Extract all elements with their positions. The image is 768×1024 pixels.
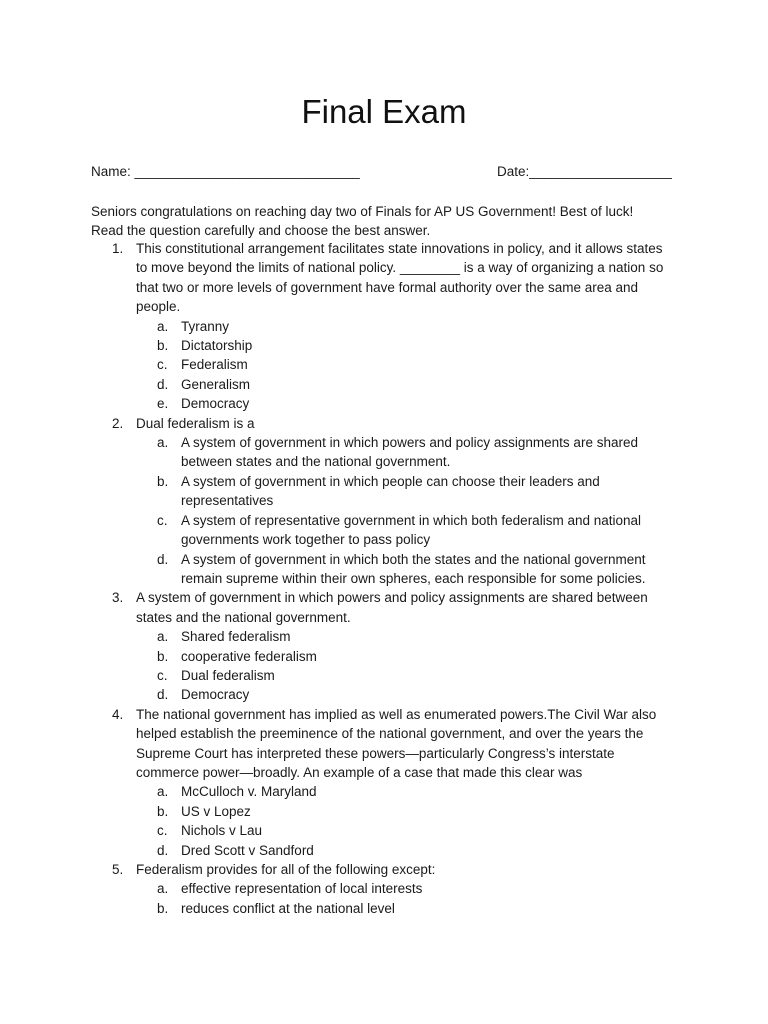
option-text	[181, 879, 686, 898]
question-number: 4.	[112, 706, 124, 722]
answer-option	[136, 647, 686, 666]
question-number: 1.	[112, 241, 124, 256]
answer-options	[136, 627, 686, 705]
answer-option	[136, 841, 686, 860]
option-text	[181, 336, 686, 355]
option-text	[181, 666, 686, 685]
answer-option	[136, 433, 686, 472]
option-text-line: Dictatorship	[181, 338, 253, 354]
answer-option	[136, 802, 686, 821]
option-letter: b.	[157, 648, 169, 664]
option-letter: a.	[157, 435, 169, 451]
option-letter: c.	[157, 823, 168, 839]
answer-option	[136, 375, 686, 394]
option-letter: a.	[157, 784, 169, 800]
answer-option	[136, 666, 686, 685]
name-field: Name: ______________________________	[91, 164, 360, 179]
option-text	[181, 782, 686, 801]
option-letter: b.	[157, 473, 169, 489]
answer-option	[136, 355, 686, 374]
option-text-line: A system of government in which both the states and the national government	[181, 551, 646, 567]
option-letter: b.	[157, 338, 169, 354]
option-text	[181, 647, 686, 666]
option-text	[181, 627, 686, 646]
question-4	[0, 705, 686, 860]
answer-option	[136, 879, 686, 898]
answer-option	[136, 627, 686, 646]
option-text-line: Nichols v Lau	[181, 823, 263, 839]
instructions	[91, 202, 691, 241]
answer-option	[136, 511, 686, 550]
option-letter: a.	[157, 318, 169, 334]
question-text	[136, 860, 686, 879]
option-letter: c.	[157, 667, 168, 683]
question-3	[0, 588, 686, 704]
answer-option	[136, 336, 686, 355]
question-text-line: commerce power—broadly. An example of a case that made this clear was	[136, 764, 583, 780]
option-text	[181, 472, 686, 511]
option-text-line: US v Lopez	[181, 803, 251, 819]
question-text-line: to move beyond the limits of national policy. ________ is a way of organizing a nation so	[136, 260, 664, 276]
answer-options	[136, 433, 686, 588]
option-letter: b.	[157, 803, 169, 819]
option-text-line: Democracy	[181, 396, 250, 412]
question-text-line: Dual federalism is a	[136, 415, 255, 431]
instructions-line: Seniors congratulations on reaching day two of Finals for AP US Government! Best of luck!	[91, 204, 634, 219]
page-title: Final Exam	[301, 93, 467, 130]
answer-option	[136, 821, 686, 840]
option-letter: d.	[157, 376, 169, 392]
answer-option	[136, 550, 686, 589]
answer-option	[136, 472, 686, 511]
option-letter: a.	[157, 629, 169, 645]
answer-option	[136, 685, 686, 704]
question-number: 3.	[112, 590, 124, 606]
question-2	[0, 414, 686, 589]
option-letter: b.	[157, 900, 169, 916]
question-text	[136, 588, 686, 627]
question-text-line: A system of government in which powers and policy assignments are shared between	[136, 590, 648, 606]
question-text-line: Federalism provides for all of the following except:	[136, 862, 436, 877]
option-text-line: reduces conflict at the national level	[181, 900, 395, 916]
option-letter: e.	[157, 396, 169, 412]
answer-options	[136, 879, 686, 918]
option-letter: d.	[157, 687, 169, 703]
option-text-line: Shared federalism	[181, 629, 291, 645]
option-text	[181, 841, 686, 860]
question-text-line: states and the national government.	[136, 609, 351, 625]
option-text	[181, 899, 686, 918]
option-text-line: remain supreme within their own spheres, each responsible for some policies.	[181, 570, 646, 586]
option-text-line: A system of government in which people can choose their leaders and	[181, 473, 600, 489]
option-text	[181, 511, 686, 550]
option-text	[181, 317, 686, 336]
option-text-line: governments work together to pass policy	[181, 532, 431, 548]
option-letter: a.	[157, 881, 169, 897]
question-text-line: This constitutional arrangement facilitates state innovations in policy, and it allows states	[136, 241, 663, 256]
option-text	[181, 355, 686, 374]
option-text-line: Tyranny	[181, 318, 230, 334]
option-text-line: A system of representative government in which both federalism and national	[181, 512, 642, 528]
question-text	[136, 239, 686, 317]
option-text-line: Dred Scott v Sandford	[181, 842, 314, 858]
option-text-line: A system of government in which powers and policy assignments are shared	[181, 435, 638, 451]
answer-option	[136, 899, 686, 918]
option-text-line: cooperative federalism	[181, 648, 317, 664]
option-text-line: representatives	[181, 493, 274, 509]
question-text	[136, 414, 686, 433]
option-text-line: Democracy	[181, 687, 250, 703]
option-letter: c.	[157, 512, 168, 528]
option-text-line: Generalism	[181, 376, 251, 392]
option-text	[181, 550, 686, 589]
question-number: 2.	[112, 415, 124, 431]
option-text-line: McCulloch v. Maryland	[181, 784, 317, 800]
answer-options	[136, 782, 686, 860]
answer-options	[136, 317, 686, 414]
option-text-line: Federalism	[181, 357, 248, 373]
answer-option	[136, 782, 686, 801]
option-letter: d.	[157, 551, 169, 567]
question-text-line: that two or more levels of government have formal authority over the same area and	[136, 279, 639, 295]
option-letter: d.	[157, 842, 169, 858]
option-text	[181, 433, 686, 472]
option-letter: c.	[157, 357, 168, 373]
option-text	[181, 394, 686, 413]
instructions-line: Read the question carefully and choose the best answer.	[91, 223, 431, 239]
question-text	[136, 705, 686, 783]
question-text-line: people.	[136, 299, 181, 315]
answer-option	[136, 317, 686, 336]
question-list	[0, 239, 768, 918]
date-field: Date:___________________	[497, 164, 672, 179]
question-text-line: helped establish the preeminence of the national government, and over the years the	[136, 726, 644, 742]
answer-option	[136, 394, 686, 413]
option-text-line: between states and the national government.	[181, 454, 451, 470]
question-text-line: Supreme Court has interpreted these powers—particularly Congress’s interstate	[136, 745, 615, 761]
option-text-line: Dual federalism	[181, 667, 275, 683]
question-number: 5.	[112, 862, 124, 877]
option-text	[181, 802, 686, 821]
option-text-line: effective representation of local interests	[181, 881, 423, 897]
question-1	[0, 239, 686, 414]
option-text	[181, 375, 686, 394]
question-text-line: The national government has implied as well as enumerated powers.The Civil War also	[136, 706, 657, 722]
option-text	[181, 821, 686, 840]
question-5	[0, 860, 686, 918]
option-text	[181, 685, 686, 704]
